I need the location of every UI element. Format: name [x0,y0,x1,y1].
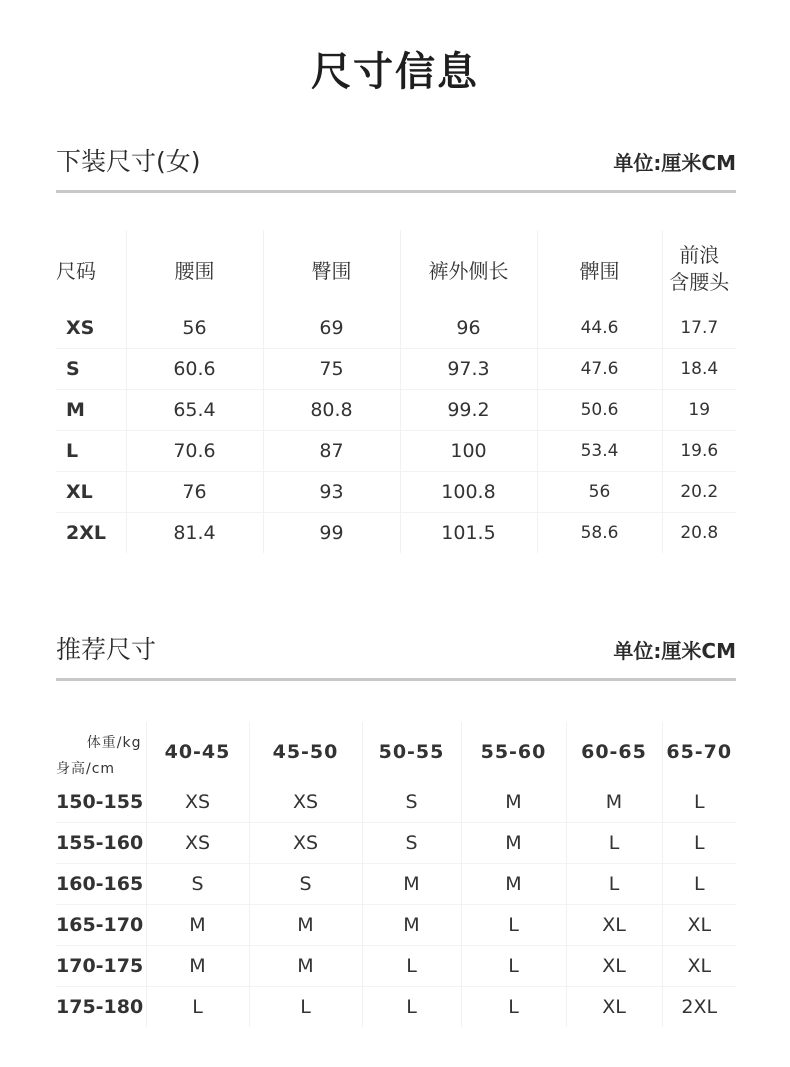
measurement-cell: 80.8 [263,390,400,431]
recommended-size-cell: M [362,864,461,905]
measurement-cell: 100 [400,431,537,472]
weight-header-cell: 60-65 [566,722,662,782]
recommended-size-cell: M [146,946,249,987]
measurement-cell: 60.6 [126,349,263,390]
recommended-size-cell: M [249,946,362,987]
table-row [56,905,736,946]
recommended-size-cell: XS [146,823,249,864]
recommended-size-cell: XL [566,987,662,1028]
recommended-size-cell: L [146,987,249,1028]
measurement-cell: 99.2 [400,390,537,431]
recommended-size-cell: M [461,864,566,905]
recommended-size-cell: XL [566,946,662,987]
measurement-cell: 93 [263,472,400,513]
size-label-cell: 2XL [56,513,126,554]
size-table [56,230,736,553]
weight-header-cell: 45-50 [249,722,362,782]
size-table-header-row [56,230,736,308]
recommend-section-title: 推荐尺寸 [56,635,157,664]
measurement-cell: 96 [400,308,537,349]
table-row [56,823,736,864]
table-row [56,946,736,987]
measurement-cell: 53.4 [537,431,662,472]
table-row [56,431,736,472]
size-header-line: 含腰头 [669,270,730,294]
page-title: 尺寸信息 [311,49,479,95]
recommended-size-cell: L [662,823,736,864]
recommended-size-cell: L [249,987,362,1028]
recommended-size-cell: L [461,987,566,1028]
recommended-size-cell: L [362,946,461,987]
measurement-cell: 65.4 [126,390,263,431]
measurement-cell: 87 [263,431,400,472]
table-row [56,987,736,1028]
size-label-cell: L [56,431,126,472]
table-row [56,308,736,349]
size-header-cell: 裤外侧长 [400,230,537,308]
height-range-cell: 155-160 [56,823,146,864]
measurement-cell: 101.5 [400,513,537,554]
size-label-cell: S [56,349,126,390]
height-range-cell: 160-165 [56,864,146,905]
recommend-table-header-row [56,722,736,782]
height-axis-label: 身高/cm [56,761,116,777]
measurement-cell: 18.4 [662,349,736,390]
measurement-cell: 19 [662,390,736,431]
recommended-size-cell: XL [662,905,736,946]
size-label-cell: XS [66,317,95,339]
recommended-size-cell: XL [662,946,736,987]
height-range-cell: 150-155 [56,791,144,813]
measurement-cell: 76 [126,472,263,513]
weight-header-cell: 65-70 [662,722,736,782]
measurement-cell: 20.8 [662,513,736,554]
measurement-cell: 100.8 [400,472,537,513]
size-header-cell: 腰围 [126,230,263,308]
measurement-cell: 81.4 [126,513,263,554]
recommended-size-cell: M [362,905,461,946]
recommended-size-cell: S [362,823,461,864]
size-header-cell [662,230,736,308]
recommended-size-cell: M [461,823,566,864]
recommended-size-cell: M [461,782,566,823]
weight-axis-label: 体重/kg [86,735,142,751]
measurement-cell: 58.6 [537,513,662,554]
weight-header-cell: 40-45 [146,722,249,782]
recommended-size-cell: L [461,905,566,946]
recommended-size-cell: XS [249,782,362,823]
measurement-cell: 19.6 [662,431,736,472]
size-section-unit: 单位:厘米CM [613,151,736,175]
recommended-size-cell: M [249,905,362,946]
measurement-cell: 97.3 [400,349,537,390]
size-header-cell: 尺码 [56,258,96,283]
size-label-cell: XL [56,472,126,513]
recommend-table [56,722,736,1027]
measurement-cell: 20.2 [662,472,736,513]
measurement-cell: 75 [263,349,400,390]
measurement-cell: 17.7 [662,308,736,349]
size-header-line: 前浪 [679,243,720,267]
measurement-cell: 69 [263,308,400,349]
size-section-header [56,142,736,193]
recommended-size-cell: L [461,946,566,987]
size-header-cell: 臀围 [263,230,400,308]
recommended-size-cell: M [146,905,249,946]
recommended-size-cell: 2XL [662,987,736,1028]
recommended-size-cell: L [662,864,736,905]
size-header-cell: 髀围 [537,230,662,308]
recommended-size-cell: L [566,864,662,905]
table-row [56,390,736,431]
measurement-cell: 44.6 [537,308,662,349]
recommended-size-cell: XS [146,782,249,823]
recommended-size-cell: S [249,864,362,905]
recommended-size-cell: S [362,782,461,823]
recommend-section-unit: 单位:厘米CM [613,639,736,663]
weight-header-cell: 55-60 [461,722,566,782]
recommended-size-cell: XS [249,823,362,864]
measurement-cell: 56 [126,308,263,349]
recommended-size-cell: L [362,987,461,1028]
measurement-cell: 56 [537,472,662,513]
recommended-size-cell: M [566,782,662,823]
recommend-corner-cell [56,722,146,782]
height-range-cell: 165-170 [56,905,146,946]
height-range-cell: 175-180 [56,987,146,1028]
table-row [56,513,736,554]
recommended-size-cell: XL [566,905,662,946]
measurement-cell: 47.6 [537,349,662,390]
table-row [56,864,736,905]
measurement-cell: 70.6 [126,431,263,472]
measurement-cell: 50.6 [537,390,662,431]
measurement-cell: 99 [263,513,400,554]
size-label-cell: M [56,390,126,431]
recommended-size-cell: S [146,864,249,905]
table-row [56,349,736,390]
height-range-cell: 170-175 [56,946,146,987]
size-section-title: 下装尺寸(女) [56,147,201,176]
weight-header-cell: 50-55 [362,722,461,782]
table-row [56,782,736,823]
recommend-section-header [56,630,736,681]
recommended-size-cell: L [566,823,662,864]
recommended-size-cell: L [662,782,736,823]
table-row [56,472,736,513]
